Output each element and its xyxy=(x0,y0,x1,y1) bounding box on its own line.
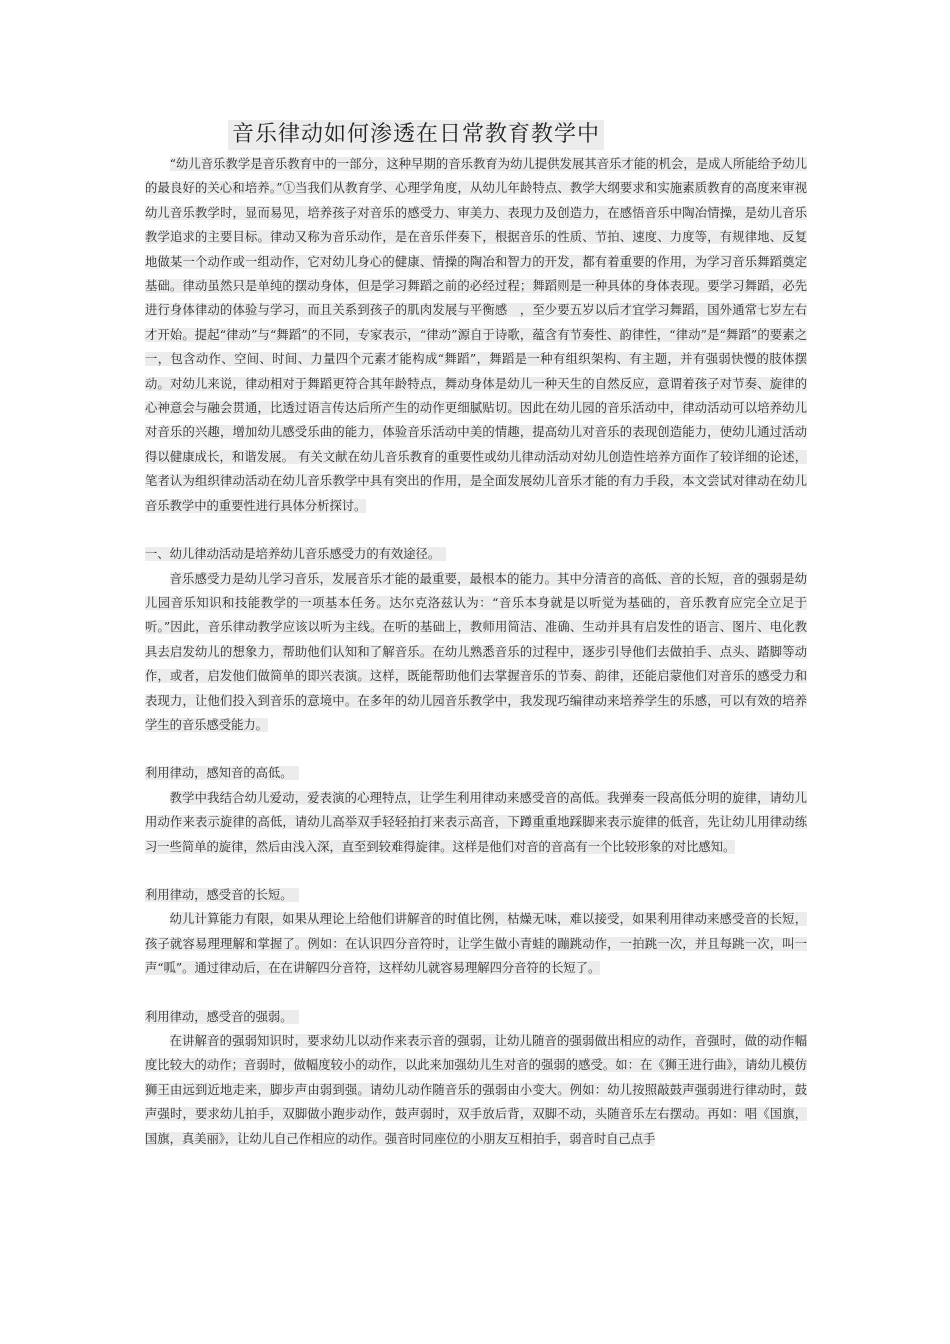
paragraph-gap xyxy=(145,859,807,883)
paragraph-gap xyxy=(145,737,807,761)
document-title: 音乐律动如何渗透在日常教育教学中 xyxy=(228,120,604,150)
sub2-text: 幼儿计算能力有限，如果从理论上给他们讲解音的时值比例，枯燥无味，难以接受，如果利用律动来感受音的长短，孩子就容易理理解和掌握了。例如：在认识四分音符时，让学生做小青蛙的蹦跳动作，一拍跳一次，并且每跳一次，叫一声“呱”。通过律动后，在在讲解四分音符，这样幼儿就容易理解四分音符的长短了。 xyxy=(145,912,807,976)
sub3-heading xyxy=(145,1005,807,1029)
section1-heading-text: 一、幼儿律动活动是培养幼儿音乐感受力的有效途径。 xyxy=(145,547,446,561)
document-body xyxy=(145,152,807,1151)
sub3-text: 在讲解音的强弱知识时，要求幼儿以动作来表示音的强弱，让幼儿随音的强弱做出相应的动作，音强时，做的动作幅度比较大的动作；音弱时，做幅度较小的动作，以此来加强幼儿生对音的强弱的感受。如：在《狮王进行曲》，请幼儿模仿狮王由远到近地走来，脚步声由弱到强。请幼儿动作随音乐的强弱由小变大。例如：幼儿按照敲鼓声强弱进行律动时，鼓声强时，要求幼儿拍手，双脚做小跑步动作，鼓声弱时，双手放后背，双脚不动，头随音乐左右摆动。再如：唱《国旗，国旗，真美丽》，让幼儿自己作相应的动作。强音时同座位的小朋友互相拍手，弱音时自己点手 xyxy=(145,1034,807,1146)
paragraph-gap xyxy=(145,518,807,542)
section1-paragraph xyxy=(145,567,807,738)
sub1-heading xyxy=(145,761,807,785)
section1-text: 音乐感受力是幼儿学习音乐，发展音乐才能的最重要，最根本的能力。其中分清音的高低、音的长短，音的强弱是幼儿园音乐知识和技能教学的一项基本任务。达尔克洛兹认为：“音乐本身就是以听觉为基础的，音乐教育应完全立足于听。”因此，音乐律动教学应该以听为主线。在听的基础上，教师用简洁、准确、生动并具有启发性的语言、图片、电化教具去启发幼儿的想象力，帮助他们认知和了解音乐。在幼儿熟悉音乐的过程中，逐步引导他们去做拍手、点头、踏脚等动作，或者，启发他们做简单的即兴表演。这样，既能帮助他们去掌握音乐的节奏、韵律，还能启蒙他们对音乐的感受力和表现力，让他们投入到音乐的意境中。在多年的幼儿园音乐教学中，我发现巧编律动来培养学生的乐感，可以有效的培养学生的音乐感受能力。 xyxy=(145,571,807,732)
paragraph-gap xyxy=(145,981,807,1005)
intro-paragraph xyxy=(145,152,807,518)
section1-heading xyxy=(145,542,807,566)
intro-text: “幼儿音乐教学是音乐教育中的一部分，这种早期的音乐教育为幼儿提供发展其音乐才能的机会，是成人所能给予幼儿的最良好的关心和培养。”①当我们从教育学、心理学角度，从幼儿年龄特点、教学大纲要求和实施素质教育的高度来审视幼儿音乐教学时，显而易见，培养孩子对音乐的感受力、审美力、表现力及创造力，在感悟音乐中陶冶情操，是幼儿音乐教学追求的主要目标。律动又称为音乐动作，是在音乐伴奏下，根据音乐的性质、节拍、速度、力度等，有规律地、反复地做某一个动作或一组动作，它对幼儿身心的健康、情操的陶冶和智力的开发，都有着重要的作用，为学习音乐舞蹈奠定基础。律动虽然只是单纯的摆动身体，但是学习舞蹈之前的必经过程；舞蹈则是一种具体的身体表现。要学习舞蹈，必先进行身体律动的体验与学习，而且关系到孩子的肌肉发展与平衡感 ，至少要五岁以后才宜学习舞蹈，国外通常七岁左右才开始。提起“律动”与“舞蹈”的不同，专家表示，“律动”源自于诗歌，蕴含有节奏性、韵律性，“律动”是“舞蹈”的要素之一，包含动作、空间、时间、力量四个元素才能构成“舞蹈”，舞蹈是一种有组织架构、有主题，并有强弱快慢的肢体摆动。对幼儿来说，律动相对于舞蹈更符合其年龄特点，舞动身体是幼儿一种天生的自然反应，意谓着孩子对节奏、旋律的心神意会与融会贯通，比透过语言传达后所产生的动作更细腻贴切。因此在幼儿园的音乐活动中，律动活动可以培养幼儿对音乐的兴趣，增加幼儿感受乐曲的能力，体验音乐活动中美的情趣，提高幼儿对音乐的表现创造能力，使幼儿通过活动得以健康成长，和谐发展。 有关文献在幼儿音乐教育的重要性或幼儿律动活动对幼儿创造性培养方面作了较详细的论述，笔者认为组织律动活动在幼儿音乐教学中具有突出的作用，是全面发展幼儿音乐才能的有力手段，本文尝试对律动在幼儿音乐教学中的重要性进行具体分析探讨。 xyxy=(145,157,807,513)
sub1-heading-text: 利用律动，感知音的高低。 xyxy=(145,766,299,780)
sub3-paragraph xyxy=(145,1029,807,1151)
sub1-paragraph xyxy=(145,786,807,859)
sub2-heading xyxy=(145,883,807,907)
sub3-heading-text: 利用律动，感受音的强弱。 xyxy=(145,1010,299,1024)
sub1-text: 教学中我结合幼儿爱动，爱表演的心理特点，让学生利用律动来感受音的高低。我弹奏一段高低分明的旋律，请幼儿用动作来表示旋律的高低，请幼儿高举双手轻轻拍打来表示高音，下蹲重重地踩脚来表示旋律的低音，先让幼儿用律动练习一些简单的旋律，然后由浅入深，直至到较难得旋律。这样是他们对音的音高有一个比较形象的对比感知。 xyxy=(145,790,807,854)
sub2-paragraph xyxy=(145,907,807,980)
sub2-heading-text: 利用律动，感受音的长短。 xyxy=(145,888,299,902)
